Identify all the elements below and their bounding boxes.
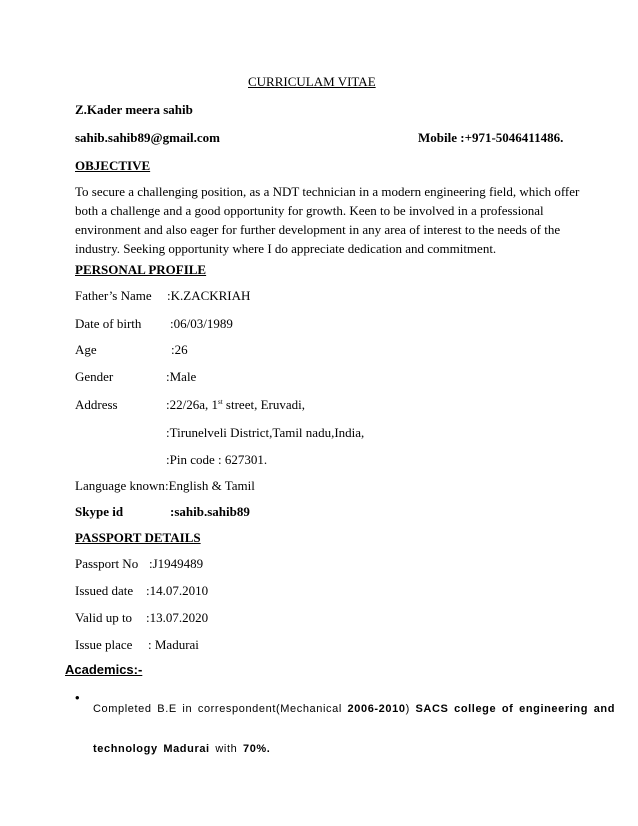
passport-number-value: :J1949489: [149, 556, 204, 571]
address-line-3: :Pin code : 627301.: [166, 452, 268, 467]
academics-item-part2: ): [405, 703, 416, 715]
candidate-name: Z.Kader meera sahib: [75, 102, 193, 117]
fathers-name-value: :K.ZACKRIAH: [167, 288, 251, 303]
issued-date-label: Issued date: [75, 583, 134, 598]
fathers-name-label: Father’s Name: [75, 288, 152, 303]
academics-heading: Academics:-: [65, 662, 143, 677]
academics-item-years: 2006-2010: [347, 703, 406, 715]
address-line-2: :Tirunelveli District,Tamil nadu,India,: [166, 425, 365, 440]
mobile-number: Mobile :+971-5046411486.: [418, 130, 564, 145]
document-title: CURRICULAM VITAE: [248, 74, 376, 89]
valid-up-to-value: :13.07.2020: [146, 610, 209, 625]
gender-label: Gender: [75, 369, 114, 384]
language-value: :English & Tamil: [165, 478, 255, 493]
address-line-1-sup: st: [218, 398, 223, 406]
academics-item-part3: with: [209, 743, 243, 755]
academics-item-college: SACS college of engineering and technology Madurai: [93, 703, 616, 755]
personal-profile-heading: PERSONAL PROFILE: [75, 262, 207, 277]
academics-item-part1: Completed B.E in correspondent(Mechanical: [93, 703, 348, 715]
issue-place-value: : Madurai: [148, 637, 199, 652]
age-value: :26: [171, 342, 188, 357]
academics-item: [93, 689, 623, 769]
address-line-1-post: street, Eruvadi,: [222, 397, 305, 412]
address-line-1: [166, 397, 305, 413]
age-label: Age: [75, 342, 97, 357]
gender-value: :Male: [166, 369, 197, 384]
address-label: Address: [75, 397, 118, 412]
objective-text: To secure a challenging position, as a NDT technician in a modern engineering field, which offer both a challenge and a good opportunity for growth. Keen to be involved in a professional environment and also eager for further development in any area of interest to the needs of the industry. Seeking opportunity where I do appreciate dedication and commitment.: [75, 184, 580, 256]
issue-place-label: Issue place: [75, 637, 133, 652]
email-address: sahib.sahib89@gmail.com: [75, 130, 221, 145]
passport-number-label: Passport No: [75, 556, 139, 571]
skype-label: Skype id: [75, 504, 124, 519]
skype-value: :sahib.sahib89: [170, 504, 250, 519]
dob-label: Date of birth: [75, 316, 142, 331]
language-label: Language known: [75, 478, 165, 493]
objective-heading: OBJECTIVE: [75, 158, 151, 173]
bullet-icon: •: [75, 690, 80, 705]
academics-item-percent: 70%.: [242, 743, 271, 755]
dob-value: :06/03/1989: [170, 316, 233, 331]
valid-up-to-label: Valid up to: [75, 610, 133, 625]
issued-date-value: :14.07.2010: [146, 583, 209, 598]
address-line-1-pre: :22/26a, 1: [166, 397, 218, 412]
passport-heading: PASSPORT DETAILS: [75, 530, 201, 545]
